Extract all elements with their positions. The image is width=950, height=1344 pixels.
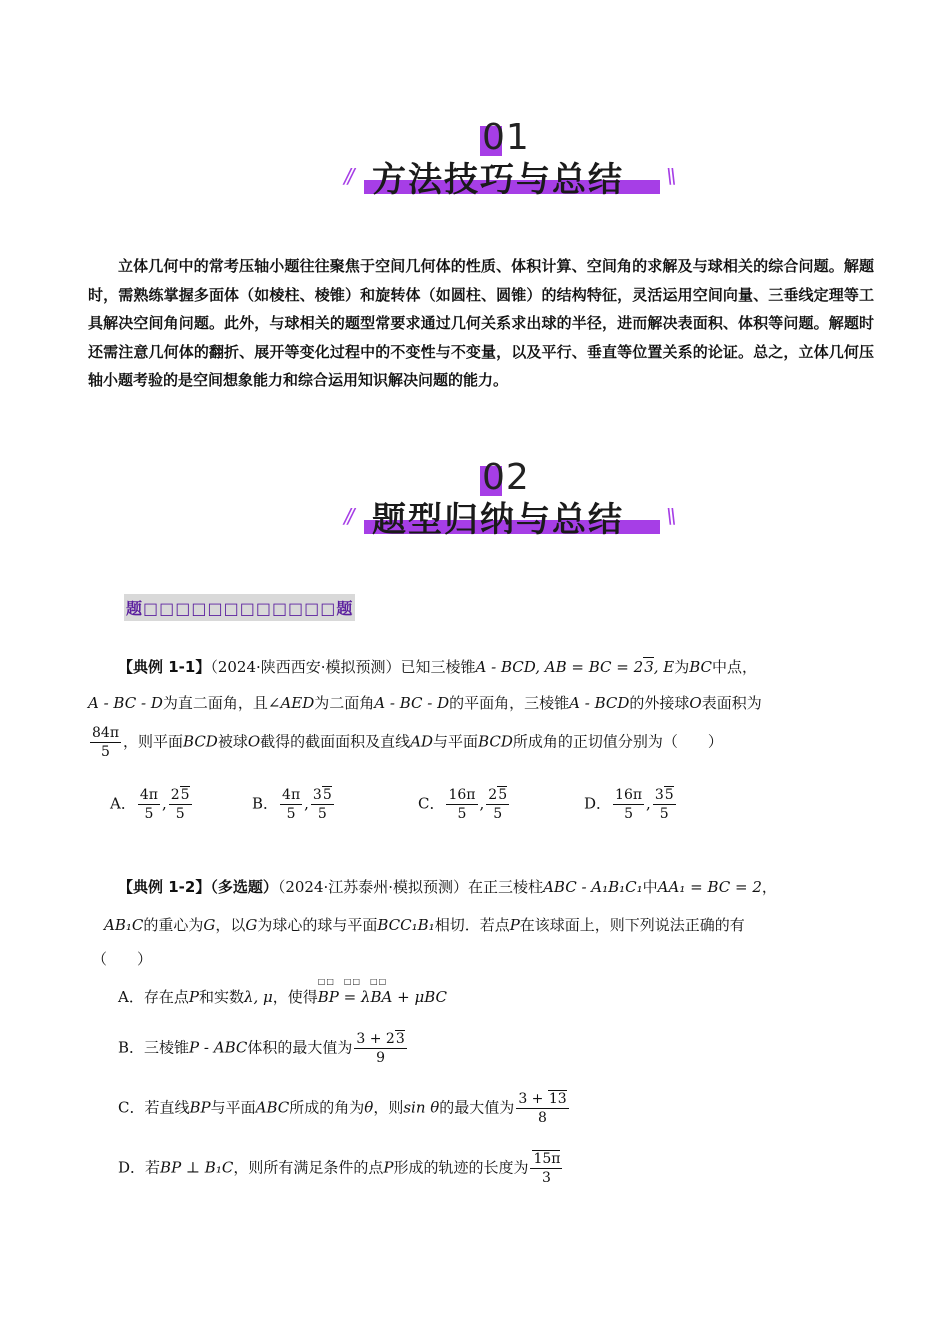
section-title: 题型归纳与总结 [372, 500, 624, 540]
section-banner-2 [330, 458, 690, 550]
example-tag: （多选题） [210, 878, 278, 896]
option-c[interactable]: C．若直线BP与平面ABC所成的角为θ，则sin θ的最大值为 $\frac{3 + 13}{8}$ [118, 1091, 567, 1126]
text: ， [761, 878, 777, 896]
slash-decoration-left: // [344, 164, 352, 188]
text: 的外接球 [629, 694, 690, 712]
text: 为球心的球与平面 [257, 916, 378, 934]
text: 中点， [712, 658, 758, 676]
vector-marks: □□ □□ □□ [317, 977, 388, 986]
math-expr: AB₁C [104, 916, 144, 934]
math-expr: BC [689, 658, 713, 676]
example-1-2-line-1 [118, 876, 777, 897]
text: 截得的截面面积及直线 [260, 732, 411, 751]
option-b[interactable]: B． $\frac{4\pi}{5}$ , $\frac{35}{5}$ [252, 787, 332, 822]
text: ，则平面 [123, 732, 184, 751]
text: 为直二面角，且∠ [162, 694, 281, 712]
text: 在该球面上，则下列说法正确的有 [519, 916, 745, 934]
text: 为 [674, 658, 690, 676]
section-number: 02 [482, 457, 530, 498]
math-expr: BCD [478, 732, 513, 751]
intro-paragraph [88, 252, 874, 395]
math-expr: G [203, 916, 216, 934]
slash-decoration-right: \\ [666, 164, 674, 188]
math-expr: ABC - A₁B₁C₁ [543, 878, 643, 896]
option-b[interactable]: B．三棱锥P - ABC体积的最大值为 $\frac{3 + 23}{9}$ [118, 1031, 405, 1066]
math-expr: A - BC - D [374, 694, 450, 712]
question-type-heading: 题□□□□□□□□□□□□题 [124, 594, 355, 621]
example-label: 【典例 1-1】 [118, 658, 211, 676]
example-1-2-line-2 [104, 914, 745, 935]
text: 中 [642, 878, 658, 896]
math-expr: O [689, 694, 702, 712]
math-expr: A - BC - D [88, 694, 163, 712]
text: 所成角的正切值分别为（ ） [512, 732, 723, 751]
example-1-2-paren: （ ） [92, 950, 153, 968]
math-expr: P [509, 916, 520, 934]
text: 的重心为 [143, 916, 204, 934]
fraction: $\frac{84\pi}{5}$ [92, 725, 120, 760]
text: 的平面角，三棱锥 [449, 694, 570, 712]
section-number: 01 [482, 117, 530, 158]
slash-decoration-right: \\ [666, 504, 674, 528]
example-1-1-line-1 [118, 656, 757, 677]
option-d[interactable]: D．若BP ⊥ B₁C，则所有满足条件的点P形成的轨迹的长度为 $\frac{15\pi}{3}$ [118, 1151, 561, 1186]
example-1-1-line-2 [88, 692, 762, 713]
example-label: 【典例 1-2】 [118, 878, 211, 896]
option-a[interactable]: A．存在点P和实数λ, μ，使得 □□ □□ □□ BP = λBA + μBC [118, 977, 447, 1006]
example-source: （2024·江苏泰州·模拟预测）在正三棱柱 [277, 878, 544, 896]
slash-decoration-left: // [344, 504, 352, 528]
option-a[interactable]: A． $\frac{4\pi}{5}$ , $\frac{25}{5}$ [110, 787, 190, 822]
text: 被球 [217, 732, 248, 751]
math-expr: AD [410, 732, 434, 751]
math-expr: A - BCD [569, 694, 630, 712]
math-expr: AED [280, 694, 315, 712]
text: 相切．若点 [434, 916, 510, 934]
math-expr: A - BCD, AB = BC = 23, E [475, 658, 675, 676]
option-d[interactable]: D． $\frac{16\pi}{5}$ , $\frac{35}{5}$ [584, 787, 674, 822]
math-expr: BCD [183, 732, 218, 751]
math-expr: O [247, 732, 261, 751]
math-expr: BCC₁B₁ [377, 916, 435, 934]
text: 为二面角 [314, 694, 375, 712]
math-expr: G [245, 916, 258, 934]
section-title: 方法技巧与总结 [372, 160, 624, 200]
math-expr: AA₁ = BC = 2 [657, 878, 762, 896]
text: 与平面 [433, 732, 479, 751]
text: 表面积为 [701, 694, 762, 712]
text: ，以 [215, 916, 246, 934]
option-c[interactable]: C． $\frac{16\pi}{5}$ , $\frac{25}{5}$ [418, 787, 508, 822]
intro-text: 立体几何中的常考压轴小题往往聚焦于空间几何体的性质、体积计算、空间角的求解及与球相关的综合问题。解题时，需熟练掌握多面体（如棱柱、棱锥）和旋转体（如圆柱、圆锥）的结构特征，灵活运用空间向量、三垂线定理等工具解决空间角问题。此外，与球相关的题型常要求通过几何关系求出球的半径，进而解决表面积、体积等问题。解题时还需注意几何体的翻折、展开等变化过程中的不变性与不变量，以及平行、垂直等位置关系的论证。总之，立体几何压轴小题考验的是空间想象能力和综合运用知识解决问题的能力。 [88, 257, 874, 389]
section-banner-1 [330, 118, 690, 210]
example-1-1-line-3 [88, 724, 723, 761]
example-source: （2024·陕西西安·模拟预测）已知三棱锥 [210, 658, 476, 676]
